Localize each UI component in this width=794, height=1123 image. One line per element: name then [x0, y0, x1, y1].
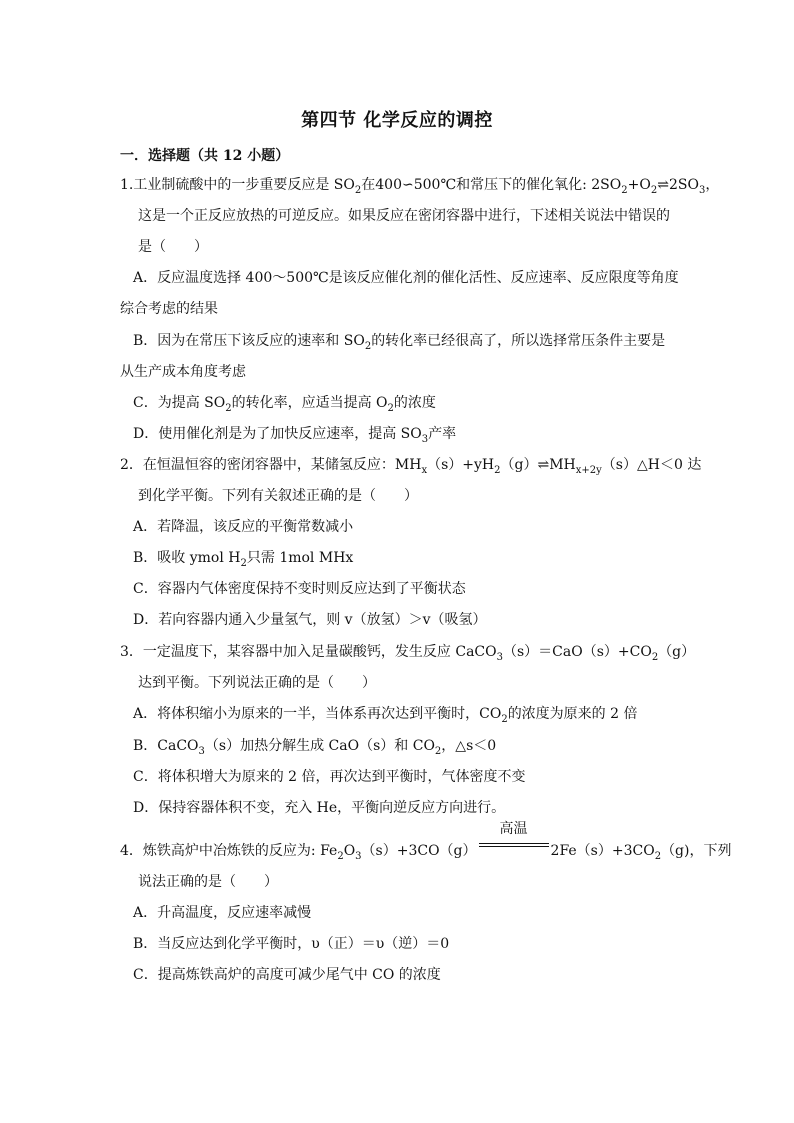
q1-option-d: D．使用催化剂是为了加快反应速率，提高 $SO_3$产率 [133, 426, 457, 445]
q1-stem-line2: 这是一个正反应放热的可逆反应。如果反应在密闭容器中进行，下述相关说法中错误的 [138, 208, 670, 224]
q3-option-c: C．将体积增大为原来的 2 倍，再次达到平衡时，气体密度不变 [133, 769, 526, 785]
page-title: 第四节 化学反应的调控 [301, 110, 493, 131]
section-heading: 一．选择题（共 12 小题） [120, 148, 290, 164]
q3-option-b: B．CaCO$_3$（s）加热分解生成 CaO（s）和 $CO_2$，△s＜0 [133, 738, 497, 757]
q3-stem-line1: 3．一定温度下，某容器中加入足量碳酸钙，发生反应 $CaCO_3(s)=CaO(s)+CO_2(g)$ [120, 644, 696, 663]
q3-stem-line2: 达到平衡。下列说法正确的是（ ） [138, 675, 376, 691]
q4-option-c: C．提高炼铁高炉的高度可减少尾气中 CO 的浓度 [133, 967, 441, 983]
reaction-condition-arrow: 高温 [479, 835, 549, 855]
q1-option-a-cont: 综合考虑的结果 [120, 301, 218, 317]
q4-stem-line2: 说法正确的是（ ） [138, 874, 278, 890]
q1-option-b-cont: 从生产成本角度考虑 [120, 364, 246, 380]
q3-option-a: A．将体积缩小为原来的一半，当体系再次达到平衡时，$CO_2$的浓度为原来的 2 倍 [133, 706, 638, 725]
q1-option-a: A．反应温度选择 400～500℃是该反应催化剂的催化活性、反应速率、反应限度等角度 [133, 270, 679, 286]
q2-option-c: C．容器内气体密度保持不变时则反应达到了平衡状态 [133, 581, 466, 597]
q4-option-b: B．当反应达到化学平衡时，υ（正）＝υ（逆）＝0 [133, 936, 450, 952]
q2-option-a: A．若降温，该反应的平衡常数减小 [133, 519, 354, 535]
q1-stem-line3: 是（ ） [138, 239, 208, 255]
q2-option-d: D．若向容器内通入少量氢气，则 v（放氢）＞v（吸氢） [133, 612, 487, 628]
q4-stem-line1: 4．炼铁高炉中冶炼铁的反应为: $Fe_2O_3(s)+3CO(g)$ 高温 $2Fe(s)+3CO_2(g)$，下列 [120, 821, 732, 862]
q4-option-a: A．升高温度，反应速率减慢 [133, 905, 312, 921]
q1-option-b: B．因为在常压下该反应的速率和 $SO_2$的转化率已经很高了，所以选择常压条件主要是 [133, 333, 666, 352]
q2-option-b: B．吸收 ymol $H_2$只需 1mol MHx [133, 550, 354, 569]
q1-stem-line1: 1.工业制硫酸中的一步重要反应是 $SO_2$在400∽500℃和常压下的催化氧化: $2SO_2+O_2\rightleftharpoons 2SO_3$， [120, 177, 720, 196]
q2-stem-line2: 到化学平衡。下列有关叙述正确的是（ ） [138, 488, 418, 504]
q2-stem-line1: 2．在恒温恒容的密闭容器中，某储氢反应：$MH_x(s)+yH_2(g)\rightleftharpoons MH_{x+2y}(s)\triangle H<0$ 达 [120, 457, 702, 476]
q3-option-d: D．保持容器体积不变，充入 He，平衡向逆反应方向进行。 [133, 800, 506, 816]
q1-option-c: C．为提高 $SO_2$的转化率，应适当提高 $O_2$的浓度 [133, 395, 436, 414]
